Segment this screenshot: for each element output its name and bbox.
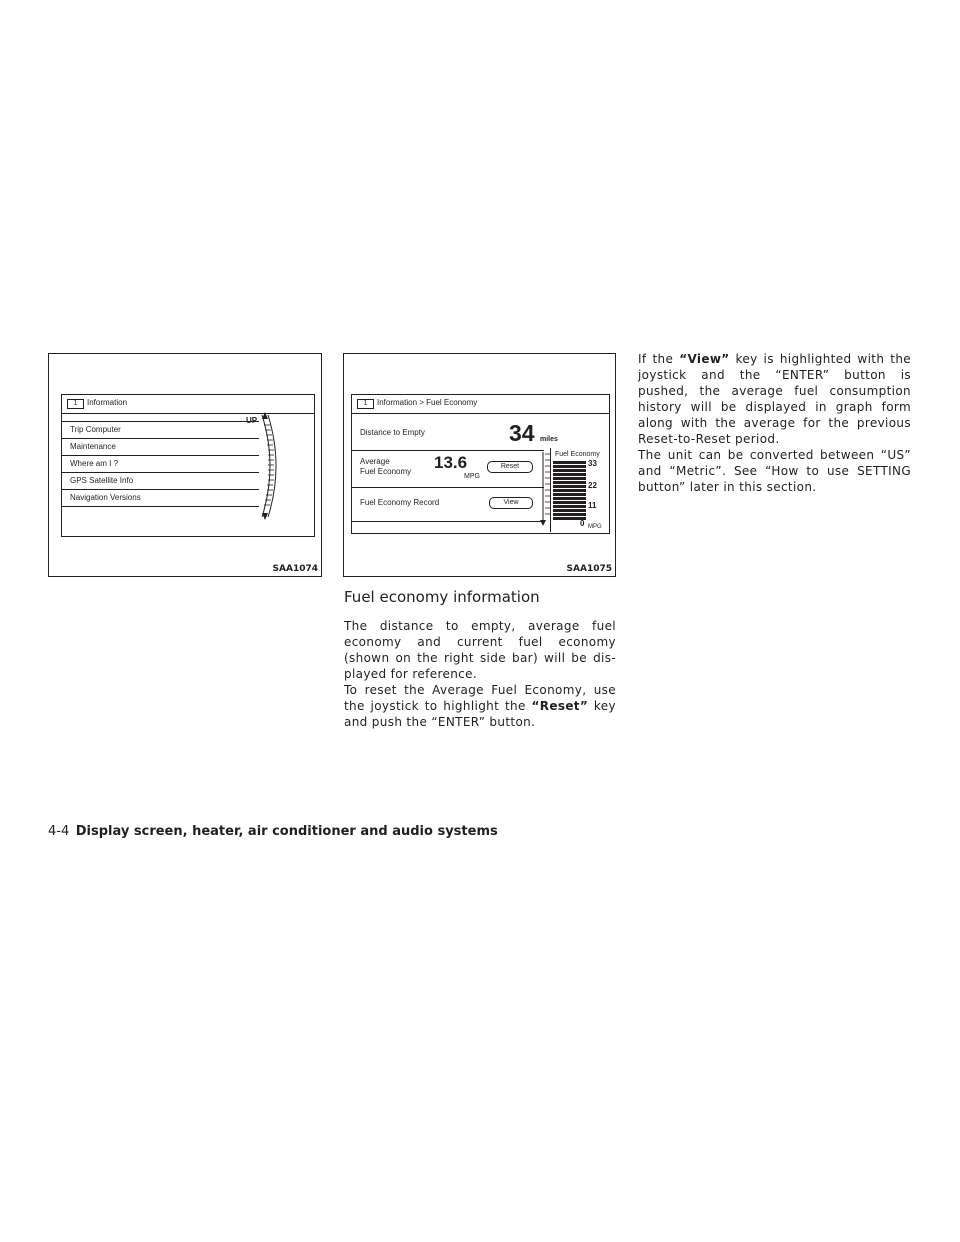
bar-tick-33: 33	[588, 459, 597, 468]
bar-divider	[550, 448, 551, 532]
distance-unit: miles	[540, 436, 558, 443]
screen-title-bar	[352, 395, 609, 414]
bar-tick-11: 11	[588, 501, 597, 510]
average-label-line2: Fuel Economy	[360, 467, 412, 476]
text-run: If the	[638, 352, 680, 366]
menu-item-navigation-versions[interactable]: Navigation Versions	[62, 489, 259, 507]
figure-fuel-economy	[343, 353, 616, 577]
fuel-economy-bar	[553, 461, 586, 521]
screen-number-box: 1	[357, 399, 374, 409]
chapter-title: Display screen, heater, air conditioner and audio systems	[75, 824, 498, 839]
bar-title: Fuel Economy	[555, 451, 600, 458]
text-run: key is highlighted with the joystick and the “ENTER” button is pushed, the average fuel consumption history will be displayed in graph form along with the average for the previous Reset-to-Reset period.	[638, 352, 912, 446]
scroll-scale-icon[interactable]	[538, 450, 554, 527]
menu-list	[62, 421, 259, 507]
average-value: 13.6	[434, 453, 468, 472]
page-number: 4-4	[48, 824, 70, 839]
fuel-economy-screen	[351, 394, 610, 534]
menu-item-trip-computer[interactable]: Trip Computer	[62, 421, 259, 438]
bar-tick-0: 0	[580, 519, 585, 528]
scroll-scale-icon[interactable]	[258, 411, 284, 521]
figure-code: SAA1074	[272, 564, 318, 574]
paragraph-units: The unit can be converted between “US” and “Metric”. See “How to use SETTING button” later in this section.	[638, 448, 911, 494]
figure-information-menu	[48, 353, 322, 577]
distance-to-empty-label: Distance to Empty	[360, 428, 425, 437]
text-run: To reset the Average Fuel Economy, use the joystick to highlight the	[344, 683, 616, 713]
view-key-text: “View”	[679, 352, 730, 366]
figure-code: SAA1075	[566, 564, 612, 574]
average-unit: MPG	[464, 473, 480, 480]
menu-item-gps-satellite-info[interactable]: GPS Satellite Info	[62, 472, 259, 489]
paragraph-view	[638, 351, 911, 447]
menu-item-where-am-i[interactable]: Where am I ?	[62, 455, 259, 472]
view-button[interactable]: View	[489, 497, 533, 509]
average-fuel-economy-label	[360, 457, 411, 477]
bar-tick-22: 22	[588, 481, 597, 490]
paragraph-reset	[344, 682, 616, 730]
average-label-line1: Average	[360, 457, 390, 466]
information-screen	[61, 394, 315, 537]
reset-key-text: “Reset”	[531, 699, 589, 713]
up-label: UP	[246, 416, 258, 425]
divider	[352, 521, 544, 522]
paragraph-distance: The distance to empty, average fuel economy and current fuel economy (shown on the right side bar) will be dis-played for reference.	[344, 619, 616, 681]
menu-item-maintenance[interactable]: Maintenance	[62, 438, 259, 455]
reset-button[interactable]: Reset	[487, 461, 533, 473]
divider	[352, 487, 544, 488]
section-heading: Fuel economy information	[344, 588, 540, 606]
text-run: key and push the “ENTER” button.	[344, 699, 616, 729]
page-footer	[48, 824, 498, 839]
bar-unit: MPG	[588, 524, 602, 530]
distance-value: 34	[509, 420, 535, 446]
fuel-economy-record-label: Fuel Economy Record	[360, 498, 440, 507]
divider	[352, 450, 544, 451]
screen-title: Information	[87, 398, 128, 407]
screen-title: Information > Fuel Economy	[377, 398, 478, 407]
screen-number-box: 1	[67, 399, 84, 409]
